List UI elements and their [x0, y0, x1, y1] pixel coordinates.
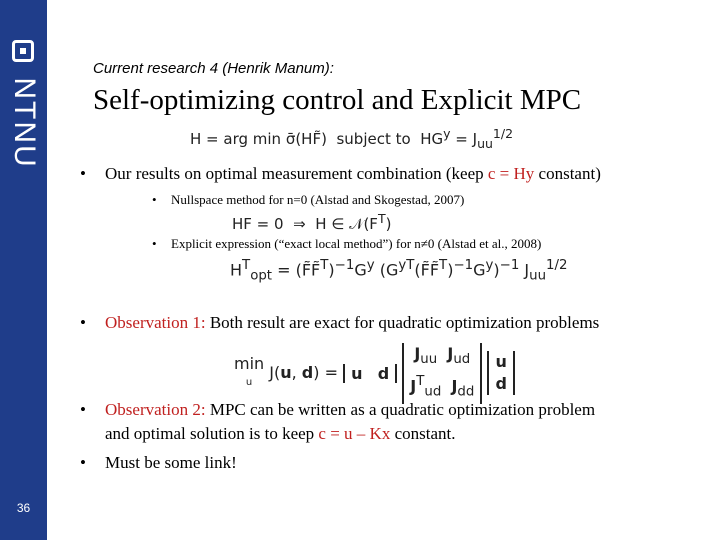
formula-quadratic-cost: min u J(u, d) = u d $J_{uu}$ $J_{ud}$ $J^T_{ud}$ $J_{dd}$ u d — [234, 343, 515, 404]
sidebar — [0, 0, 47, 540]
slide-title: Self-optimizing control and Explicit MPC — [93, 84, 582, 116]
ntnu-logo-text: NTNU — [8, 77, 41, 169]
formula-nullspace: HF = 0 ⇒ H ∈ $𝒩(F^T)$ — [232, 211, 392, 233]
slide-subtitle: Current research 4 (Henrik Manum): — [93, 60, 334, 77]
formula-exact-local: $H^T_{opt}$ = $(F̃F̃^T)^{-1}G^y$ $(G^{yT}(F̃F̃^T)^{-1}G^y)^{-1}$ $J_{uu}^{1/2}$ — [230, 258, 568, 284]
ntnu-logo-icon — [12, 40, 34, 62]
formula-h-argmin: H = arg min σ̄(HF̃) subject to $HG^y = J_{uu}^{1/2}$ — [190, 126, 514, 151]
page-number: 36 — [16, 501, 31, 515]
